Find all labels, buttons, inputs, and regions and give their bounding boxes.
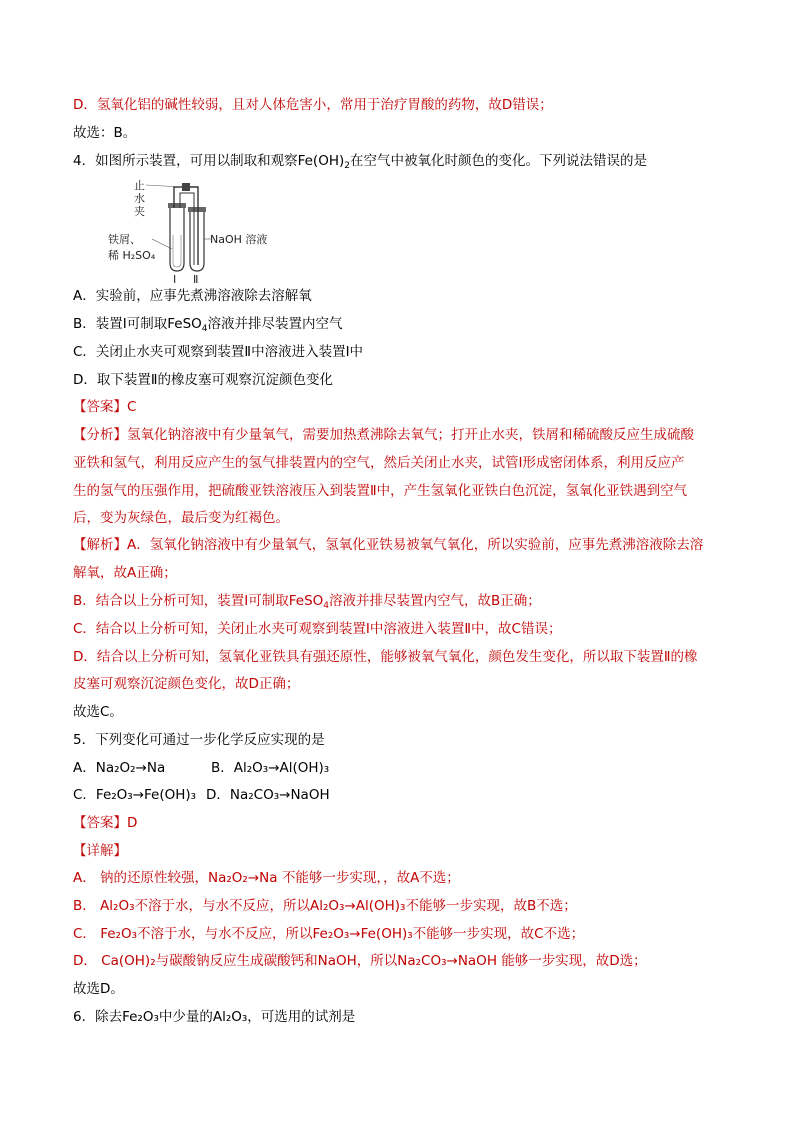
q4-explanation-2: 解氧，故A正确； — [73, 565, 177, 581]
right-label: NaOH 溶液 — [210, 233, 268, 246]
left-label-1: 铁屑、 — [108, 233, 141, 246]
clip-label-3: 夹 — [134, 205, 145, 218]
q4-explanation-4: C．结合以上分析可知，关闭止水夹可观察到装置Ⅰ中溶液进入装置Ⅱ中，故C错误； — [73, 621, 562, 637]
question-5-stem: 5．下列变化可通过一步化学反应实现的是 — [73, 732, 325, 748]
explanation-3-post: 溶液并排尽装置内空气，故B正确； — [329, 593, 541, 609]
q5-option-a: A．Na₂O₂→Na — [73, 760, 166, 776]
q4-analysis-3: 生的氢气的压强作用，把硫酸亚铁溶液压入到装置Ⅱ中，产生氢氧化亚铁白色沉淀，氢氧化亚铁遇到空气 — [73, 483, 688, 499]
explanation-3-pre: B．结合以上分析可知，装置Ⅰ可制取FeSO — [73, 593, 324, 609]
tube-1-label: Ⅰ — [173, 273, 177, 285]
q5-detail-1: A． 钠的还原性较强，Na₂O₂→Na 不能够一步实现，，故A不选； — [73, 870, 460, 886]
q4-option-b-post: 溶液并排尽装置内空气 — [207, 316, 343, 332]
q5-detail-2: B． Al₂O₃不溶于水，与水不反应，所以Al₂O₃→Al(OH)₃不能够一步实现，故B不选； — [73, 898, 577, 914]
q4-option-a: A．实验前，应事先煮沸溶液除去溶解氧 — [73, 288, 312, 304]
clip-label-1: 止 — [134, 179, 145, 192]
clip-label-2: 水 — [134, 192, 145, 205]
q5-option-c: C．Fe₂O₃→Fe(OH)₃ — [73, 787, 197, 803]
liquid-1 — [173, 235, 181, 267]
q5-answer-value: D — [127, 815, 138, 831]
stopper-1 — [168, 203, 186, 208]
answer-tag: 【答案】 — [73, 399, 127, 415]
q5-answer — [73, 814, 137, 832]
q4-option-b — [73, 315, 343, 338]
q5-options-row-2 — [73, 786, 330, 804]
q5-options-row-1 — [73, 759, 330, 777]
q5-detail-4: D． Ca(OH)₂与碳酸钠反应生成碳酸钙和NaOH，所以Na₂CO₃→NaOH 能够一步实现，故D选； — [73, 953, 647, 969]
q5-detail-tag: 【详解】 — [73, 843, 127, 859]
apparatus-figure — [108, 175, 378, 285]
stopper-2 — [188, 207, 206, 212]
clip-icon — [182, 183, 190, 191]
conclusion-line: 故选：B。 — [73, 125, 137, 141]
left-label-2: 稀 H₂SO₄ — [108, 249, 156, 262]
clip-pointer — [146, 185, 182, 187]
q4-subscript: 2 — [344, 161, 350, 171]
tube-2-label: Ⅱ — [193, 273, 199, 285]
explanation-3-sub: 4 — [323, 601, 330, 611]
analysis-text-1: 氢氧化钠溶液中有少量氧气，需要加热煮沸除去氧气；打开止水夹，铁屑和稀硫酸反应生成硫酸 — [127, 427, 694, 443]
question-6-stem: 6．除去Fe₂O₃中少量的Al₂O₃，可选用的试剂是 — [73, 1009, 356, 1025]
q4-explanation-6: 皮塞可观察沉淀颜色变化，故D正确； — [73, 676, 300, 692]
q4-option-b-sub: 4 — [201, 324, 208, 334]
explanation-tag: 【解析】 — [73, 537, 127, 553]
q5-option-d: D．Na₂CO₃→NaOH — [206, 787, 330, 803]
q5-conclusion: 故选D。 — [73, 981, 124, 997]
q4-explanation-1 — [73, 536, 703, 554]
q4-conclusion: 故选C。 — [73, 704, 123, 720]
test-tube-1 — [170, 205, 184, 271]
q4-explanation-5: D．结合以上分析可知，氢氧化亚铁具有强还原性，能够被氧气氧化，颜色发生变化，所以取下装置Ⅱ的橡 — [73, 649, 698, 665]
explanation-text-1: A．氢氧化钠溶液中有少量氧气，氢氧化亚铁易被氧气氧化，所以实验前，应事先煮沸溶液除去溶 — [127, 537, 704, 553]
answer-line-d: D．氢氧化铝的碱性较弱，且对人体危害小，常用于治疗胃酸的药物，故D错误； — [73, 97, 553, 113]
answer-value: C — [127, 399, 137, 415]
q4-prefix: 4．如图所示装置，可用以制取和观察Fe(OH) — [73, 153, 345, 169]
q5-answer-tag: 【答案】 — [73, 815, 127, 831]
left-pointer — [152, 239, 172, 249]
q4-explanation-3 — [73, 592, 541, 615]
q4-analysis-2: 亚铁和氢气，利用反应产生的氢气排装置内的空气，然后关闭止水夹，试管Ⅰ形成密闭体系，利用反应产 — [73, 455, 685, 471]
analysis-tag: 【分析】 — [73, 427, 127, 443]
test-tube-2 — [190, 211, 204, 271]
q4-analysis-4: 后，变为灰绿色，最后变为红褐色。 — [73, 510, 289, 526]
q5-detail-3: C． Fe₂O₃不溶于水，与水不反应，所以Fe₂O₃→Fe(OH)₃不能够一步实现，故C不选； — [73, 926, 585, 942]
q4-answer — [73, 398, 136, 416]
q4-option-b-pre: B．装置Ⅰ可制取FeSO — [73, 316, 202, 332]
q4-analysis-1 — [73, 426, 694, 444]
q4-option-d: D．取下装置Ⅱ的橡皮塞可观察沉淀颜色变化 — [73, 372, 334, 388]
question-4-stem — [73, 152, 647, 175]
q4-option-c: C．关闭止水夹可观察到装置Ⅱ中溶液进入装置Ⅰ中 — [73, 344, 364, 360]
q4-suffix: 在空气中被氧化时颜色的变化。下列说法错误的是 — [349, 153, 647, 169]
q5-option-b: B．Al₂O₃→Al(OH)₃ — [211, 760, 330, 776]
